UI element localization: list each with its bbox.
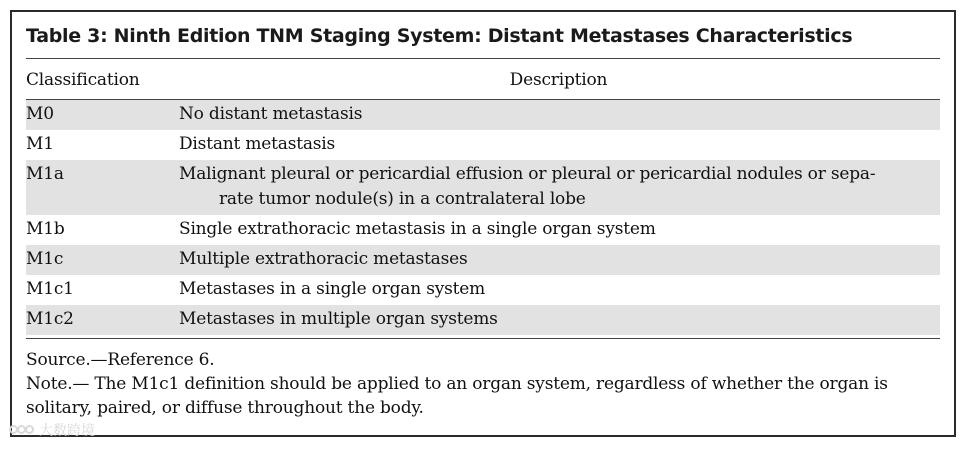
note-text: Note.— The M1c1 definition should be applied to an organ system, regardless of whether the organ is solitary, paired, or diffuse throughout the body. xyxy=(26,374,888,418)
column-header-classification: Classification xyxy=(26,70,140,90)
description-text: Malignant pleural or pericardial effusion or pleural or pericardial nodules or sepa- xyxy=(179,164,876,184)
classification-cell: M1a xyxy=(26,164,64,184)
description-cell: No distant metastasis xyxy=(179,104,363,124)
table-row xyxy=(26,160,940,215)
source-note: Source.—Reference 6. xyxy=(26,350,215,370)
table-body xyxy=(26,100,940,335)
table-row xyxy=(26,245,940,275)
table-title: Table 3: Ninth Edition TNM Staging System: Distant Metastases Characteristics xyxy=(26,25,853,47)
classification-cell: M1c1 xyxy=(26,279,74,299)
footer-divider xyxy=(26,338,940,339)
column-header-description: Description xyxy=(509,70,608,90)
table-row xyxy=(26,130,940,160)
description-cell xyxy=(179,162,940,212)
table-row xyxy=(26,215,940,245)
brand-logo-icon xyxy=(9,423,35,437)
description-cell: Multiple extrathoracic metastases xyxy=(179,249,468,269)
classification-cell: M1 xyxy=(26,134,54,154)
classification-cell: M1c xyxy=(26,249,64,269)
table-row xyxy=(26,100,940,130)
description-cell: Single extrathoracic metastasis in a single organ system xyxy=(179,219,656,239)
table-row xyxy=(26,305,940,335)
table-footnotes xyxy=(26,348,934,420)
description-cell: Metastases in multiple organ systems xyxy=(179,309,498,329)
description-cell: Distant metastasis xyxy=(179,134,336,154)
description-continuation: rate tumor nodule(s) in a contralateral lobe xyxy=(219,189,586,209)
table-frame xyxy=(10,10,956,437)
classification-cell: M0 xyxy=(26,104,54,124)
title-divider xyxy=(26,58,940,59)
description-cell: Metastases in a single organ system xyxy=(179,279,486,299)
watermark-text: 大数跨境 xyxy=(39,423,95,439)
watermark xyxy=(9,420,95,440)
classification-cell: M1b xyxy=(26,219,65,239)
table-row xyxy=(26,275,940,305)
classification-cell: M1c2 xyxy=(26,309,74,329)
